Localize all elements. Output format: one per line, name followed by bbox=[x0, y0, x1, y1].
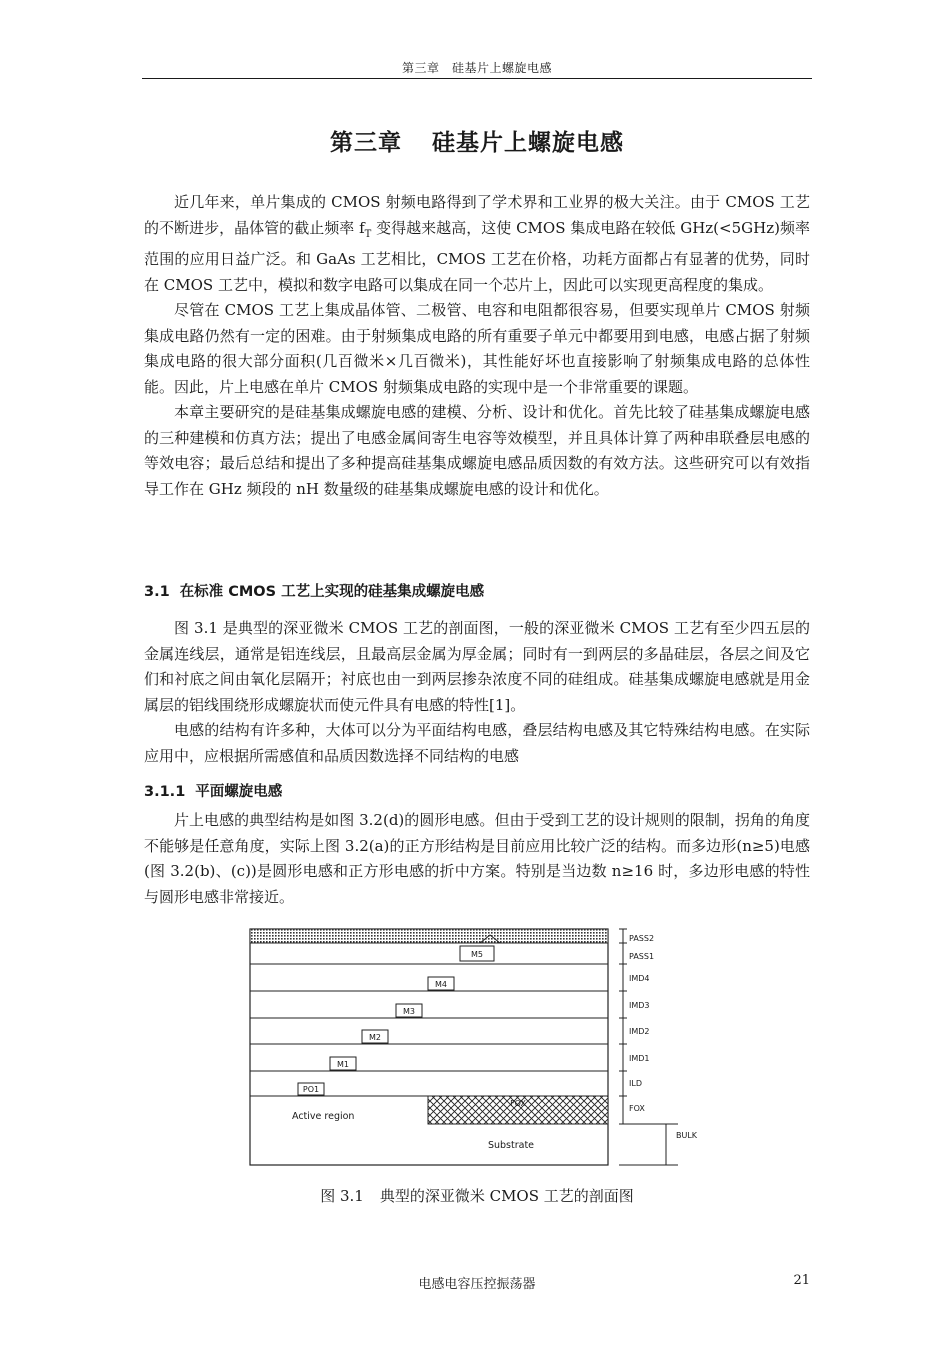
label-imd1: IMD1 bbox=[629, 1054, 650, 1063]
label-imd4: IMD4 bbox=[629, 974, 650, 983]
svg-text:PO1: PO1 bbox=[302, 1085, 320, 1094]
cmos-cross-section-figure bbox=[248, 926, 708, 1168]
chapter-number: 第三章 bbox=[330, 130, 402, 156]
label-fox: FOX bbox=[629, 1104, 645, 1113]
paragraph-1: 近几年来，单片集成的 CMOS 射频电路得到了学术界和工业界的极大关注。由于 CMOS 工艺的不断进步，晶体管的截止频率 $f_T$ 变得越来越高，这使 CMOS 集成电路在较低 GHz(<5GHz)频率范围的应用日益广泛。和 GaAs 工艺相比，CMOS 工艺在价格，功耗方面都占有显著的优势，同时在 CMOS 工艺中，模拟和数字电路可以集成在同一个芯片上，因此可以实现更高程度的集成。 bbox=[144, 193, 810, 294]
svg-text:M3: M3 bbox=[403, 1007, 415, 1016]
section-heading-3-1: 3.1 在标准 CMOS 工艺上实现的硅基集成螺旋电感 bbox=[144, 584, 485, 600]
paragraph-2: 尽管在 CMOS 工艺上集成晶体管、二极管、电容和电阻都很容易，但要实现单片 CMOS 射频集成电路仍然有一定的困难。由于射频集成电路的所有重要子单元中都要用到电感，电感占据了射频集成电路的很大部分面积(几百微米×几百微米)，其性能好坏也直接影响了射频集成电路的总体性能。因此，片上电感在单片 CMOS 射频集成电路的实现中是一个非常重要的课题。 bbox=[144, 301, 810, 396]
intro-text bbox=[144, 190, 810, 502]
page-number: 21 bbox=[793, 1273, 810, 1288]
label-imd2: IMD2 bbox=[629, 1027, 650, 1036]
chapter-title bbox=[142, 124, 812, 157]
metal-m1 bbox=[330, 1057, 356, 1070]
metal-m5 bbox=[460, 946, 494, 961]
metal-m3 bbox=[396, 1004, 422, 1017]
paragraph-4: 图 3.1 是典型的深亚微米 CMOS 工艺的剖面图，一般的深亚微米 CMOS 工艺有至少四五层的金属连线层，通常是铝连线层，且最高层金属为厚金属；同时有一到两层的多晶硅层，各层之间及它们和衬底之间由氧化层隔开；衬底也由一到两层掺杂浓度不同的硅组成。硅基集成螺旋电感就是用金属层的铝线围绕形成螺旋状而使元件具有电感的特性[1]。 bbox=[144, 619, 810, 714]
paragraph-6: 片上电感的典型结构是如图 3.2(d)的圆形电感。但由于受到工艺的设计规则的限制，拐角的角度不能够是任意角度，实际上图 3.2(a)的正方形结构是目前应用比较广泛的结构。而多边形(n≥5)电感(图 3.2(b)、(c))是圆形电感和正方形电感的折中方案。特别是当边数 n≥16 时，多边形电感的特性与圆形电感非常接近。 bbox=[144, 811, 810, 906]
svg-text:M1: M1 bbox=[337, 1060, 349, 1069]
poly-po1 bbox=[298, 1083, 324, 1095]
section-3-1-1-text bbox=[144, 808, 810, 910]
header-rule bbox=[142, 78, 812, 79]
active-region-label: Active region bbox=[292, 1111, 355, 1122]
paragraph-3: 本章主要研究的是硅基集成螺旋电感的建模、分析、设计和优化。首先比较了硅基集成螺旋电感的三种建模和仿真方法；提出了电感金属间寄生电容等效模型，并且具体计算了两种串联叠层电感的等效电容；最后总结和提出了多种提高硅基集成螺旋电感品质因数的有效方法。这些研究可以有效指导工作在 GHz 频段的 nH 数量级的硅基集成螺旋电感的设计和优化。 bbox=[144, 403, 810, 498]
running-header: 第三章 硅基片上螺旋电感 bbox=[401, 61, 552, 75]
label-pass1: PASS1 bbox=[629, 952, 655, 961]
section-3-1-text bbox=[144, 616, 810, 769]
label-pass2: PASS2 bbox=[629, 934, 655, 943]
svg-text:M4: M4 bbox=[435, 980, 447, 989]
layer-labels bbox=[629, 934, 698, 1140]
chapter-name: 硅基片上螺旋电感 bbox=[432, 130, 624, 156]
label-imd3: IMD3 bbox=[629, 1001, 650, 1010]
metal-m4 bbox=[428, 977, 454, 990]
footer-title: 电感电容压控振荡器 bbox=[418, 1277, 536, 1292]
substrate-label: Substrate bbox=[487, 1140, 535, 1151]
svg-text:M5: M5 bbox=[471, 950, 483, 959]
layer-dimension-scale bbox=[619, 929, 678, 1165]
svg-text:M2: M2 bbox=[369, 1033, 381, 1042]
section-heading-3-1-1: 3.1.1 平面螺旋电感 bbox=[144, 784, 283, 800]
label-ild: ILD bbox=[629, 1079, 642, 1088]
figure-caption: 图 3.1 典型的深亚微米 CMOS 工艺的剖面图 bbox=[320, 1187, 634, 1205]
label-bulk: BULK bbox=[676, 1131, 698, 1140]
cross-section-body bbox=[250, 929, 608, 1165]
paragraph-5: 电感的结构有许多种，大体可以分为平面结构电感，叠层结构电感及其它特殊结构电感。在实际应用中，应根据所需感值和品质因数选择不同结构的电感 bbox=[144, 721, 810, 765]
fox-region-label: FOX bbox=[510, 1099, 526, 1108]
metal-m2 bbox=[362, 1030, 388, 1043]
